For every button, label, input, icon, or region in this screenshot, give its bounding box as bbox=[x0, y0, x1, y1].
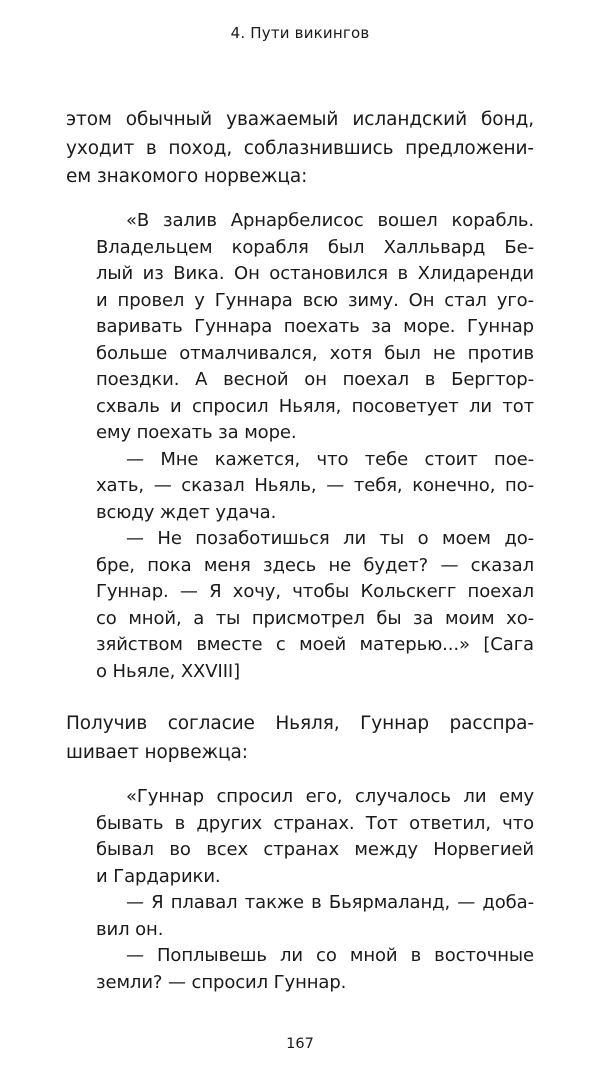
paragraph-1 bbox=[66, 106, 534, 192]
quote-line: лый из Вика. Он остановился в Хлидаренди bbox=[96, 263, 534, 284]
text-line: уходит в поход, соблазнившись предложени- bbox=[66, 137, 534, 159]
quote-2 bbox=[96, 784, 534, 996]
text-line: этом обычный уважаемый исландский бонд, bbox=[66, 109, 534, 130]
page-number: 167 bbox=[286, 1036, 314, 1052]
quote-line: и провел у Гуннара всю зиму. Он стал уго- bbox=[96, 289, 534, 311]
quote-line: вил он. bbox=[96, 918, 164, 940]
quote-line: Гуннар. — Я хочу, чтобы Кольскегг поехал bbox=[96, 581, 534, 602]
quote-line: земли? — спросил Гуннар. bbox=[96, 971, 347, 993]
quote-line: схваль и спросил Ньяля, посоветует ли тот bbox=[96, 395, 534, 417]
quote-line: бывать в других странах. Тот ответил, что bbox=[96, 812, 534, 834]
quote-line: — Мне кажется, что тебе стоит пое- bbox=[126, 448, 534, 470]
quote-line: больше отмалчивался, хотя был не против bbox=[96, 342, 534, 364]
quote-line: бывал во всех странах между Норвегией bbox=[96, 839, 534, 860]
quote-line: бре, пока меня здесь не будет? — сказал bbox=[96, 554, 534, 576]
quote-line: ему поехать за море. bbox=[96, 422, 297, 443]
text-line: ем знакомого норвежца: bbox=[66, 166, 308, 187]
quote-line: поездки. А весной он поехал в Бергтор- bbox=[96, 369, 534, 390]
quote-line: — Я плавал также в Бьярмаланд, — доба- bbox=[126, 892, 534, 913]
quote-line: о Ньяле, XXVIII] bbox=[96, 660, 241, 682]
quote-line: и Гардарики. bbox=[96, 865, 221, 887]
quote-line: хать, — сказал Ньяль, — тебя, конечно, по- bbox=[96, 475, 534, 496]
quote-line: со мной, а ты присмотрел бы за моим хо- bbox=[96, 607, 534, 629]
quote-line: Владельцем корабля был Халльвард Бе- bbox=[96, 236, 534, 258]
quote-line: варивать Гуннара поехать за море. Гуннар bbox=[96, 316, 534, 337]
quote-line: «Гуннар спросил его, случалось ли ему bbox=[126, 786, 534, 807]
quote-line: всюду ждет удача. bbox=[96, 501, 277, 523]
text-line: шивает норвежца: bbox=[66, 741, 248, 763]
paragraph-2 bbox=[66, 710, 534, 767]
quote-line: зяйством вместе с моей матерью...» [Сага bbox=[96, 634, 534, 655]
quote-line: — Не позаботишься ли ты о моем до- bbox=[126, 528, 534, 549]
text-line: Получив согласие Ньяля, Гуннар расспра- bbox=[66, 713, 534, 734]
quote-line: «В залив Арнарбелисос вошел корабль. bbox=[126, 210, 534, 231]
running-head: 4. Пути викингов bbox=[230, 24, 370, 42]
quote-1 bbox=[96, 208, 534, 685]
quote-line: — Поплывешь ли со мной в восточные bbox=[126, 945, 534, 966]
